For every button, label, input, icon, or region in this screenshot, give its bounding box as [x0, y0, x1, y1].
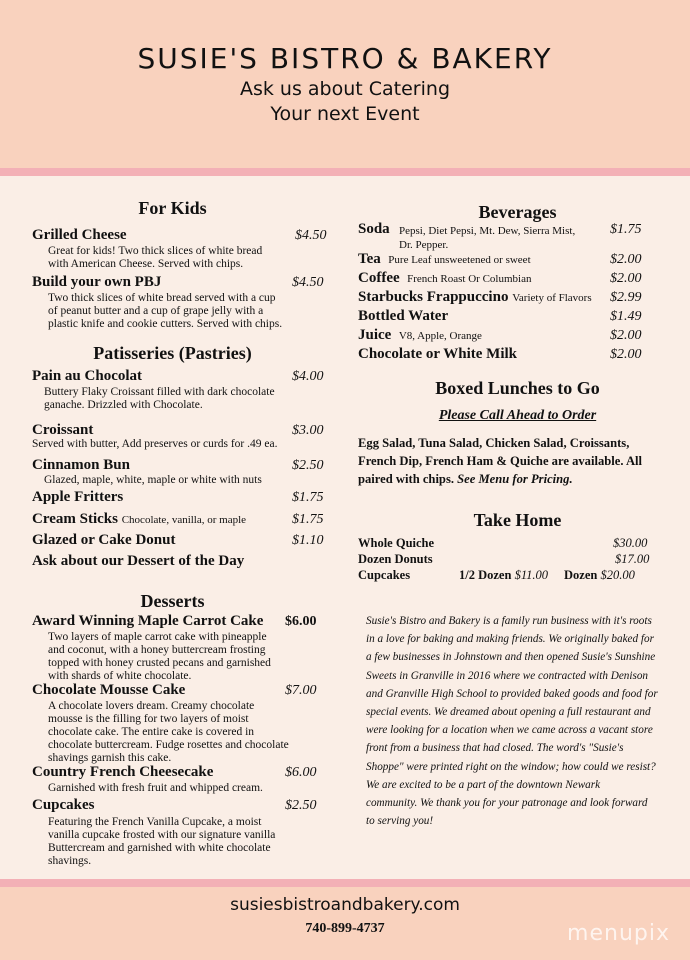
- dessert-item-desc: Featuring the French Vanilla Cupcake, a moist vanilla cupcake frosted with our signature vanilla Buttercream and garnished with white chocolate shavings.: [48, 816, 276, 867]
- restaurant-title: SUSIE'S BISTRO & BAKERY: [137, 42, 553, 75]
- beverage-item-price: $2.99: [610, 290, 642, 305]
- dessert-item-price: $6.00: [285, 614, 317, 629]
- take-home-item-price: $17.00: [615, 552, 650, 566]
- pastry-item-name: Croissant: [32, 422, 94, 438]
- beverage-item-name: Soda: [358, 221, 390, 237]
- pastry-item-desc: Buttery Flaky Croissant filled with dark chocolate ganache. Drizzled with Chocolate.: [44, 386, 275, 411]
- menu-body: [0, 176, 690, 879]
- dessert-item-name: Chocolate Mousse Cake: [32, 682, 186, 698]
- half-dozen-option: 1/2 Dozen $11.00: [459, 568, 549, 582]
- dessert-of-the-day: Ask about our Dessert of the Day: [32, 553, 245, 569]
- pastry-item-desc: Served with butter, Add preserves or curds for .49 ea.: [32, 438, 278, 450]
- kids-item-name: Build your own PBJ: [32, 274, 162, 290]
- catering-line: Ask us about Catering: [239, 78, 451, 100]
- about-paragraph: Susie's Bistro and Bakery is a family run business with it's roots in a love for baking and making friends. We originally baked for a few businesses in Johnstown and then opened Susie's Sunshine Sweets in Granville in 2016 where we contracted with Denison and Granville High School to provided baked goods and food for special events. We dreamed about opening a full restaurant and were looking for a location when we came across a vacant store front from a business that had closed. The word's "Susie's Shoppe" were printed right on the window; how could we resist? We are excited to be a part of the downtown Newark community. We thank you for your patronage and look forward to serving you!: [366, 615, 658, 828]
- beverage-item-price: $1.75: [610, 222, 642, 237]
- pastry-item-name: Pain au Chocolat: [32, 368, 143, 384]
- beverage-item-name: Juice V8, Apple, Orange: [358, 327, 482, 343]
- take-home-item-name: Dozen Donuts: [358, 552, 433, 566]
- pastry-item-desc: Glazed, maple, white, maple or white with nuts: [44, 474, 262, 486]
- take-home-item-price: $30.00: [613, 536, 648, 550]
- header: [0, 0, 690, 168]
- beverage-item-price: $2.00: [610, 271, 642, 286]
- dessert-item-desc: A chocolate lovers dream. Creamy chocolate mousse is the filling for two layers of moist chocolate cake. The entire cake is covered in chocolate buttercream. Fudge rosettes and chocolate shavings garnish this cake.: [48, 700, 289, 764]
- dessert-item-desc: Garnished with fresh fruit and whipped cream.: [48, 782, 263, 794]
- pastry-item-name: Apple Fritters: [32, 489, 124, 505]
- take-home-heading: Take Home: [473, 510, 562, 530]
- top-divider: [0, 168, 690, 176]
- kids-item-price: $4.50: [292, 275, 324, 290]
- boxed-lunch-description: Egg Salad, Tuna Salad, Chicken Salad, Croissants, French Dip, French Ham & Quiche are available. All paired with chips. See Menu for Pricing.: [358, 436, 643, 486]
- beverage-item-name: Tea Pure Leaf unsweetened or sweet: [358, 251, 531, 267]
- desserts-heading: Desserts: [140, 591, 205, 611]
- event-line: Your next Event: [270, 103, 420, 125]
- pastry-item-price: $3.00: [292, 423, 324, 438]
- beverage-item-price: $2.00: [610, 328, 642, 343]
- dessert-item-name: Country French Cheesecake: [32, 764, 214, 780]
- kids-item-price: $4.50: [295, 228, 327, 243]
- menupix-watermark: menupix: [567, 921, 670, 946]
- pastry-item-note: Chocolate, vanilla, or maple: [121, 514, 247, 526]
- patisseries-heading: Patisseries (Pastries): [93, 343, 252, 363]
- dessert-item-price: $7.00: [285, 683, 317, 698]
- dessert-item-price: $6.00: [285, 765, 317, 780]
- dozen-option: Dozen $20.00: [564, 568, 635, 582]
- beverage-item-price: $1.49: [610, 309, 642, 324]
- phone-number[interactable]: 740-899-4737: [305, 921, 385, 936]
- take-home-item-name: Whole Quiche: [358, 536, 435, 550]
- pastry-item-price: $4.00: [292, 369, 324, 384]
- menu-pricing-note: See Menu for Pricing.: [457, 472, 573, 486]
- kids-item-desc: Two thick slices of white bread served with a cup of peanut butter and a cup of grape jelly with a plastic knife and cookie cutters. Served with chips.: [48, 292, 283, 330]
- pastry-item-price: $1.75: [292, 490, 324, 505]
- pastry-item-price: $1.75: [292, 512, 324, 527]
- dessert-item-name: Cupcakes: [32, 797, 95, 813]
- kids-item-name: Grilled Cheese: [32, 227, 127, 243]
- dessert-item-desc: Two layers of maple carrot cake with pineapple and coconut, with a honey buttercream frosting topped with honey crusted pecans and garnished with shards of white chocolate.: [48, 631, 271, 682]
- take-home-item-name: Cupcakes: [358, 568, 411, 582]
- pastry-item-name: Cinnamon Bun: [32, 457, 130, 473]
- footer: [0, 887, 690, 960]
- beverage-item-name: Chocolate or White Milk: [358, 346, 518, 362]
- pastry-item-name: Glazed or Cake Donut: [32, 532, 176, 548]
- beverage-item-note: Pepsi, Diet Pepsi, Mt. Dew, Sierra Mist, Dr. Pepper.: [399, 225, 576, 251]
- beverages-heading: Beverages: [478, 202, 557, 222]
- boxed-lunch-heading: Boxed Lunches to Go: [435, 378, 600, 398]
- bottom-divider: [0, 879, 690, 887]
- pastry-item-price: $1.10: [292, 533, 324, 548]
- call-ahead-note: Please Call Ahead to Order: [438, 408, 597, 423]
- kids-item-desc: Great for kids! Two thick slices of white bread with American Cheese. Served with chips.: [48, 245, 263, 270]
- beverage-item-name: Bottled Water: [358, 308, 449, 324]
- beverage-item-price: $2.00: [610, 347, 642, 362]
- beverage-item-name: Coffee French Roast Or Columbian: [358, 270, 532, 286]
- dessert-item-price: $2.50: [285, 798, 317, 813]
- pastry-item-name: Cream Sticks Chocolate, vanilla, or maple: [32, 511, 247, 527]
- dessert-item-name: Award Winning Maple Carrot Cake: [32, 613, 264, 629]
- pastry-item-price: $2.50: [292, 458, 324, 473]
- kids-heading: For Kids: [138, 198, 207, 218]
- beverage-item-price: $2.00: [610, 252, 642, 267]
- website-link[interactable]: susiesbistroandbakery.com: [230, 895, 460, 915]
- beverage-item-name: Starbucks Frappuccino Variety of Flavors: [358, 289, 592, 305]
